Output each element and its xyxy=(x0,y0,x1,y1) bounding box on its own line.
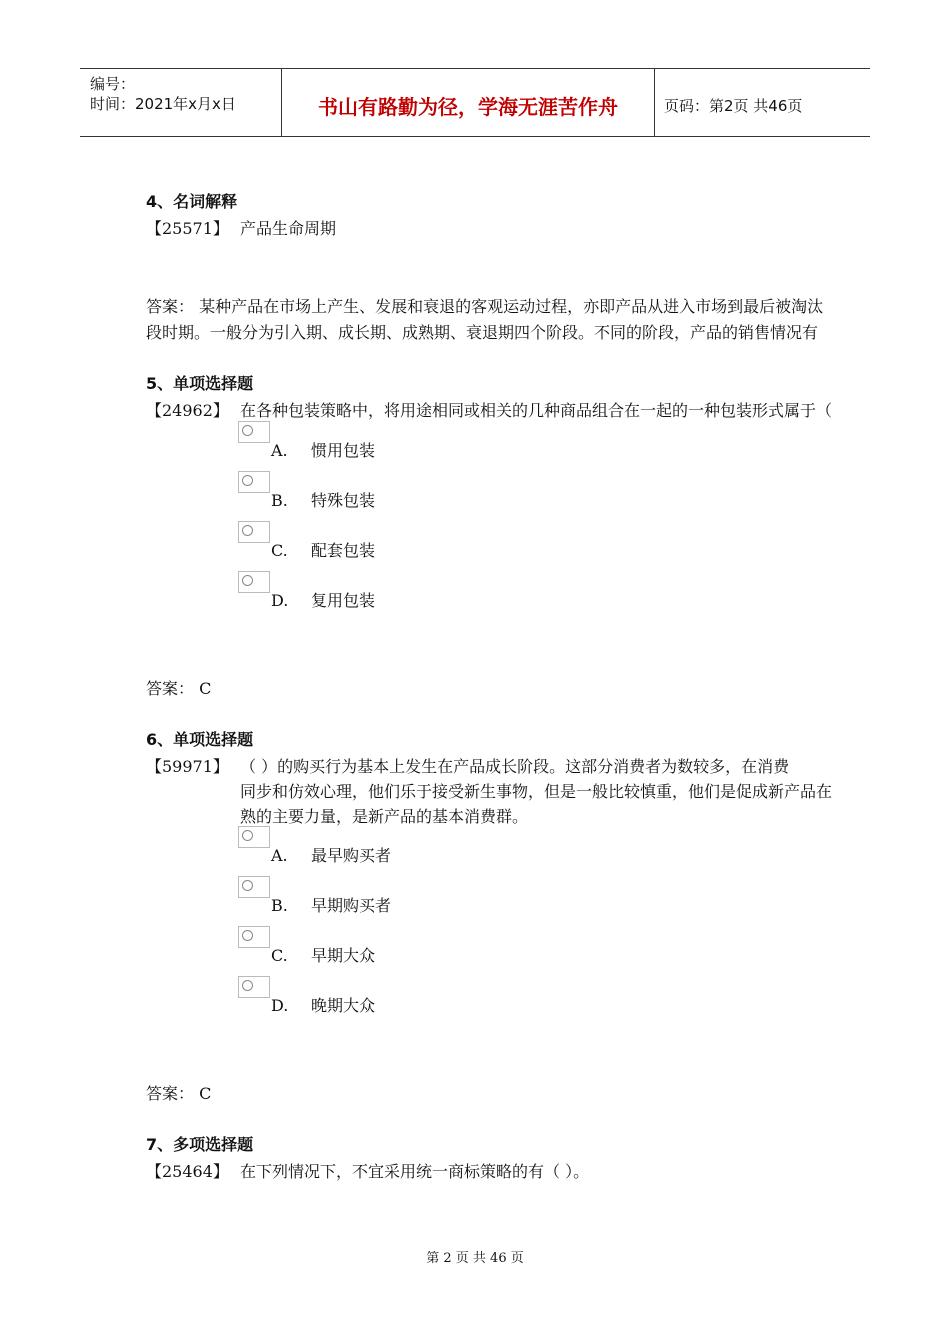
question-text: 产品生命周期 xyxy=(240,219,337,238)
option-label: A. 惯用包装 xyxy=(271,441,376,460)
radio-icon xyxy=(242,425,253,436)
option-radio[interactable] xyxy=(238,471,270,493)
question-id: 【25464】 xyxy=(146,1162,229,1181)
page-header xyxy=(80,68,870,137)
option-label: A. 最早购买者 xyxy=(271,846,392,865)
section-title: 5、单项选择题 xyxy=(146,374,254,393)
section-title: 4、名词解释 xyxy=(146,192,238,211)
question-text: 同步和仿效心理，他们乐于接受新生事物，但是一般比较慎重，他们是促成新产品在 xyxy=(240,782,833,801)
option-label: D. 复用包装 xyxy=(271,591,376,610)
section-title: 7、多项选择题 xyxy=(146,1135,254,1154)
option-label: B. 早期购买者 xyxy=(271,896,392,915)
question-id: 【25571】 xyxy=(146,219,229,238)
radio-icon xyxy=(242,575,253,586)
radio-icon xyxy=(242,980,253,991)
answer-text: 答案： C xyxy=(146,1084,212,1103)
number-label: 编号： xyxy=(90,75,136,93)
radio-icon xyxy=(242,475,253,486)
option-radio[interactable] xyxy=(238,976,270,998)
time-label: 时间：2021年x月x日 xyxy=(90,95,236,113)
answer-text: 答案： 某种产品在市场上产生、发展和衰退的客观运动过程，亦即产品从进入市场到最后被淘汰 xyxy=(146,297,824,316)
option-radio[interactable] xyxy=(238,521,270,543)
header-divider xyxy=(654,69,655,136)
question-text: 在下列情况下，不宜采用统一商标策略的有（ ）。 xyxy=(240,1162,590,1181)
answer-text: 答案： C xyxy=(146,679,212,698)
option-label: B. 特殊包装 xyxy=(271,491,376,510)
question-text: （ ）的购买行为基本上发生在产品成长阶段。这部分消费者为数较多，在消费 xyxy=(240,757,790,776)
option-label: D. 晚期大众 xyxy=(271,996,376,1015)
radio-icon xyxy=(242,880,253,891)
option-radio[interactable] xyxy=(238,826,270,848)
option-radio[interactable] xyxy=(238,571,270,593)
question-id: 【24962】 xyxy=(146,401,229,420)
option-radio[interactable] xyxy=(238,926,270,948)
radio-icon xyxy=(242,930,253,941)
page-label: 页码：第2页 共46页 xyxy=(664,97,803,115)
option-label: C. 配套包装 xyxy=(271,541,376,560)
question-text: 在各种包装策略中，将用途相同或相关的几种商品组合在一起的一种包装形式属于（ xyxy=(240,401,833,420)
page-footer: 第 2 页 共 46 页 xyxy=(426,1251,524,1266)
option-label: C. 早期大众 xyxy=(271,946,376,965)
radio-icon xyxy=(242,525,253,536)
question-text: 熟的主要力量，是新产品的基本消费群。 xyxy=(240,807,529,826)
question-id: 【59971】 xyxy=(146,757,229,776)
answer-text: 段时期。一般分为引入期、成长期、成熟期、衰退期四个阶段。不同的阶段，产品的销售情况有 xyxy=(146,323,819,342)
option-radio[interactable] xyxy=(238,421,270,443)
option-radio[interactable] xyxy=(238,876,270,898)
radio-icon xyxy=(242,830,253,841)
section-title: 6、单项选择题 xyxy=(146,730,254,749)
motto: 书山有路勤为径，学海无涯苦作舟 xyxy=(318,95,618,119)
